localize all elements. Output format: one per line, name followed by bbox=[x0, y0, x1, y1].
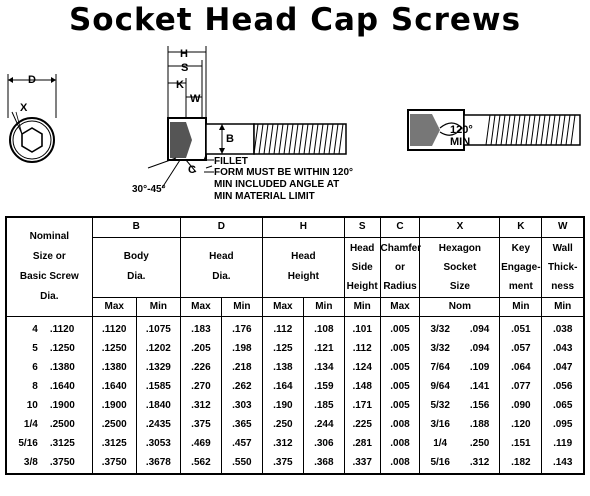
cell-h-min: .108 bbox=[303, 316, 344, 340]
cell-w: .119 bbox=[542, 435, 584, 454]
cell-d-min: .365 bbox=[221, 416, 262, 435]
table-row bbox=[6, 435, 584, 454]
cell-dia: .2500 bbox=[44, 416, 92, 435]
cell-d-min: .218 bbox=[221, 359, 262, 378]
cell-size: 5 bbox=[6, 340, 44, 359]
cell-w: .065 bbox=[542, 397, 584, 416]
cell-d-min: .176 bbox=[221, 316, 262, 340]
svg-text:W: W bbox=[190, 93, 201, 105]
cell-c: .005 bbox=[380, 397, 420, 416]
cell-s: .225 bbox=[344, 416, 380, 435]
cell-x-frac: 7/64 bbox=[420, 359, 460, 378]
cell-k: .057 bbox=[500, 340, 542, 359]
cell-s: .124 bbox=[344, 359, 380, 378]
cell-d-min: .262 bbox=[221, 378, 262, 397]
table-row bbox=[6, 340, 584, 359]
cell-b-max: .3750 bbox=[92, 454, 136, 474]
min-label: MIN bbox=[450, 136, 471, 148]
table-row bbox=[6, 454, 584, 474]
group-h: H bbox=[262, 217, 344, 237]
cell-dia: .1380 bbox=[44, 359, 92, 378]
group-b: B bbox=[92, 217, 180, 237]
note-line-2: MIN INCLUDED ANGLE AT bbox=[214, 179, 340, 190]
cell-x-dec: .094 bbox=[460, 316, 500, 340]
cell-x-frac: 5/16 bbox=[420, 454, 460, 474]
cell-s: .281 bbox=[344, 435, 380, 454]
cell-x-frac: 5/32 bbox=[420, 397, 460, 416]
cell-b-max: .2500 bbox=[92, 416, 136, 435]
group-x: X bbox=[420, 217, 500, 237]
cell-c: .005 bbox=[380, 359, 420, 378]
group-w: W bbox=[542, 217, 584, 237]
svg-text:K: K bbox=[176, 79, 184, 91]
cell-w: .038 bbox=[542, 316, 584, 340]
cell-x-dec: .188 bbox=[460, 416, 500, 435]
dim-d-label: D bbox=[28, 74, 36, 86]
angle-120-label: 120° bbox=[450, 124, 473, 136]
cell-s: .148 bbox=[344, 378, 380, 397]
fillet-label: FILLET bbox=[214, 156, 248, 167]
cell-c: .005 bbox=[380, 340, 420, 359]
cell-x-dec: .094 bbox=[460, 340, 500, 359]
cell-d-min: .198 bbox=[221, 340, 262, 359]
cell-d-max: .312 bbox=[180, 397, 221, 416]
cell-b-min: .3678 bbox=[136, 454, 180, 474]
cell-x-dec: .109 bbox=[460, 359, 500, 378]
cell-h-min: .368 bbox=[303, 454, 344, 474]
cell-d-max: .183 bbox=[180, 316, 221, 340]
cell-b-max: .1120 bbox=[92, 316, 136, 340]
dim-x-label: X bbox=[20, 102, 28, 114]
cell-size: 3/8 bbox=[6, 454, 44, 474]
cell-h-min: .121 bbox=[303, 340, 344, 359]
cell-b-max: .1900 bbox=[92, 397, 136, 416]
cell-x-frac: 9/64 bbox=[420, 378, 460, 397]
cell-w: .056 bbox=[542, 378, 584, 397]
cell-b-min: .2435 bbox=[136, 416, 180, 435]
cell-h-min: .159 bbox=[303, 378, 344, 397]
col-hexagon: Hexagon bbox=[438, 242, 482, 254]
screw-drawing bbox=[0, 0, 590, 210]
cell-c: .008 bbox=[380, 435, 420, 454]
table-row bbox=[6, 316, 584, 340]
cell-dia: .1120 bbox=[44, 316, 92, 340]
cell-x-dec: .312 bbox=[460, 454, 500, 474]
cell-b-max: .3125 bbox=[92, 435, 136, 454]
cell-s: .171 bbox=[344, 397, 380, 416]
table-row bbox=[6, 416, 584, 435]
cell-h-max: .164 bbox=[262, 378, 303, 397]
cell-b-min: .1585 bbox=[136, 378, 180, 397]
cell-h-min: .306 bbox=[303, 435, 344, 454]
cell-x-dec: .250 bbox=[460, 435, 500, 454]
cell-dia: .1640 bbox=[44, 378, 92, 397]
cell-h-max: .250 bbox=[262, 416, 303, 435]
cell-c: .005 bbox=[380, 316, 420, 340]
cell-d-max: .226 bbox=[180, 359, 221, 378]
group-d: D bbox=[180, 217, 262, 237]
end-view bbox=[8, 74, 56, 162]
cell-b-max: .1250 bbox=[92, 340, 136, 359]
cell-x-frac: 1/4 bbox=[420, 435, 460, 454]
group-s: S bbox=[344, 217, 380, 237]
svg-text:B: B bbox=[226, 133, 234, 145]
cell-dia: .3750 bbox=[44, 454, 92, 474]
cell-s: .101 bbox=[344, 316, 380, 340]
cell-size: 10 bbox=[6, 397, 44, 416]
col-nominal-l1: Nominal bbox=[29, 230, 70, 242]
spec-table: Nominal Size or Basic Screw Dia. B D H S C X K W Body Dia. Head Dia. Head Height Head Side Height Chamfer or Radius Hexagon Socket Size Key Engage- ment Wall Thick- ness Max Min Max Min Max Min Min Max Nom Min Min 4 .1120 .1120 .1075 .183 .176 .112 .108 .101 .005 3/32 .094 .051 .038 5 .1250 .1250 .1202 .205 .198 .125 .121 .112 .005 3/32 .094 .057 .043 6 .1380 .1380 .1329 .226 .218 .138 .134 .124 .005 7/64 .109 .064 .047 8 .1640 .1640 .1585 .270 .262 .164 .159 .148 .005 9/64 .141 .077 .056 10 .1900 .1900 .1840 .312 .303 .190 .185 .171 .005 5/32 .156 .090 .065 1/4 .2500 .2500 .2435 .375 .365 .250 .244 .225 .008 3/16 .188 .120 .095 5/16 .3125 .3125 .3053 .469 .457 .312 .306 .281 .008 1/4 .250 .151 .119 3/8 .3750 .3750 .3678 .562 .550 .375 .368 .337 .008 5/16 .312 .182 .143 bbox=[5, 216, 585, 475]
cell-b-min: .3053 bbox=[136, 435, 180, 454]
cell-d-max: .469 bbox=[180, 435, 221, 454]
cell-d-min: .550 bbox=[221, 454, 262, 474]
table-row bbox=[6, 359, 584, 378]
cell-d-min: .457 bbox=[221, 435, 262, 454]
cell-x-dec: .156 bbox=[460, 397, 500, 416]
cell-b-max: .1380 bbox=[92, 359, 136, 378]
cell-x-frac: 3/32 bbox=[420, 340, 460, 359]
cell-b-min: .1202 bbox=[136, 340, 180, 359]
angle-label: 30°-45° bbox=[132, 184, 166, 195]
cell-b-max: .1640 bbox=[92, 378, 136, 397]
cell-w: .047 bbox=[542, 359, 584, 378]
cell-d-min: .303 bbox=[221, 397, 262, 416]
cell-s: .112 bbox=[344, 340, 380, 359]
cell-x-dec: .141 bbox=[460, 378, 500, 397]
cell-k: .064 bbox=[500, 359, 542, 378]
note-line-1: FORM MUST BE WITHIN 120° bbox=[214, 167, 354, 178]
cell-h-min: .134 bbox=[303, 359, 344, 378]
cell-w: .095 bbox=[542, 416, 584, 435]
cell-size: 1/4 bbox=[6, 416, 44, 435]
cell-d-max: .205 bbox=[180, 340, 221, 359]
side-view bbox=[132, 46, 353, 202]
cell-h-min: .244 bbox=[303, 416, 344, 435]
section-view bbox=[408, 110, 580, 150]
cell-c: .005 bbox=[380, 378, 420, 397]
cell-b-min: .1840 bbox=[136, 397, 180, 416]
col-head-dia: Head bbox=[209, 251, 234, 262]
cell-d-max: .270 bbox=[180, 378, 221, 397]
cell-k: .077 bbox=[500, 378, 542, 397]
col-body: Body bbox=[123, 251, 149, 262]
col-wall: Wall bbox=[552, 242, 573, 254]
group-k: K bbox=[500, 217, 542, 237]
cell-size: 5/16 bbox=[6, 435, 44, 454]
cell-d-max: .375 bbox=[180, 416, 221, 435]
cell-b-min: .1329 bbox=[136, 359, 180, 378]
cell-dia: .3125 bbox=[44, 435, 92, 454]
svg-text:C: C bbox=[188, 164, 196, 176]
cell-s: .337 bbox=[344, 454, 380, 474]
cell-h-max: .138 bbox=[262, 359, 303, 378]
cell-x-frac: 3/32 bbox=[420, 316, 460, 340]
cell-h-max: .375 bbox=[262, 454, 303, 474]
cell-x-frac: 3/16 bbox=[420, 416, 460, 435]
table-row bbox=[6, 397, 584, 416]
table-row bbox=[6, 378, 584, 397]
cell-size: 4 bbox=[6, 316, 44, 340]
svg-text:H: H bbox=[180, 48, 188, 60]
col-side-height: Head bbox=[349, 242, 375, 254]
cell-size: 8 bbox=[6, 378, 44, 397]
cell-dia: .1900 bbox=[44, 397, 92, 416]
cell-h-max: .112 bbox=[262, 316, 303, 340]
cell-c: .008 bbox=[380, 454, 420, 474]
cell-w: .143 bbox=[542, 454, 584, 474]
page-title: Socket Head Cap Screws bbox=[68, 2, 522, 38]
cell-size: 6 bbox=[6, 359, 44, 378]
col-key: Key bbox=[511, 242, 531, 254]
cell-c: .008 bbox=[380, 416, 420, 435]
cell-k: .090 bbox=[500, 397, 542, 416]
cell-d-max: .562 bbox=[180, 454, 221, 474]
group-c: C bbox=[380, 217, 420, 237]
cell-h-max: .312 bbox=[262, 435, 303, 454]
cell-k: .051 bbox=[500, 316, 542, 340]
cell-k: .151 bbox=[500, 435, 542, 454]
cell-h-min: .185 bbox=[303, 397, 344, 416]
cell-dia: .1250 bbox=[44, 340, 92, 359]
cell-h-max: .125 bbox=[262, 340, 303, 359]
note-line-3: MIN MATERIAL LIMIT bbox=[214, 191, 315, 202]
cell-k: .120 bbox=[500, 416, 542, 435]
cell-k: .182 bbox=[500, 454, 542, 474]
col-chamfer: Chamfer bbox=[380, 242, 422, 254]
col-head-height: Head bbox=[291, 251, 316, 262]
cell-b-min: .1075 bbox=[136, 316, 180, 340]
svg-text:S: S bbox=[181, 62, 189, 74]
cell-w: .043 bbox=[542, 340, 584, 359]
cell-h-max: .190 bbox=[262, 397, 303, 416]
